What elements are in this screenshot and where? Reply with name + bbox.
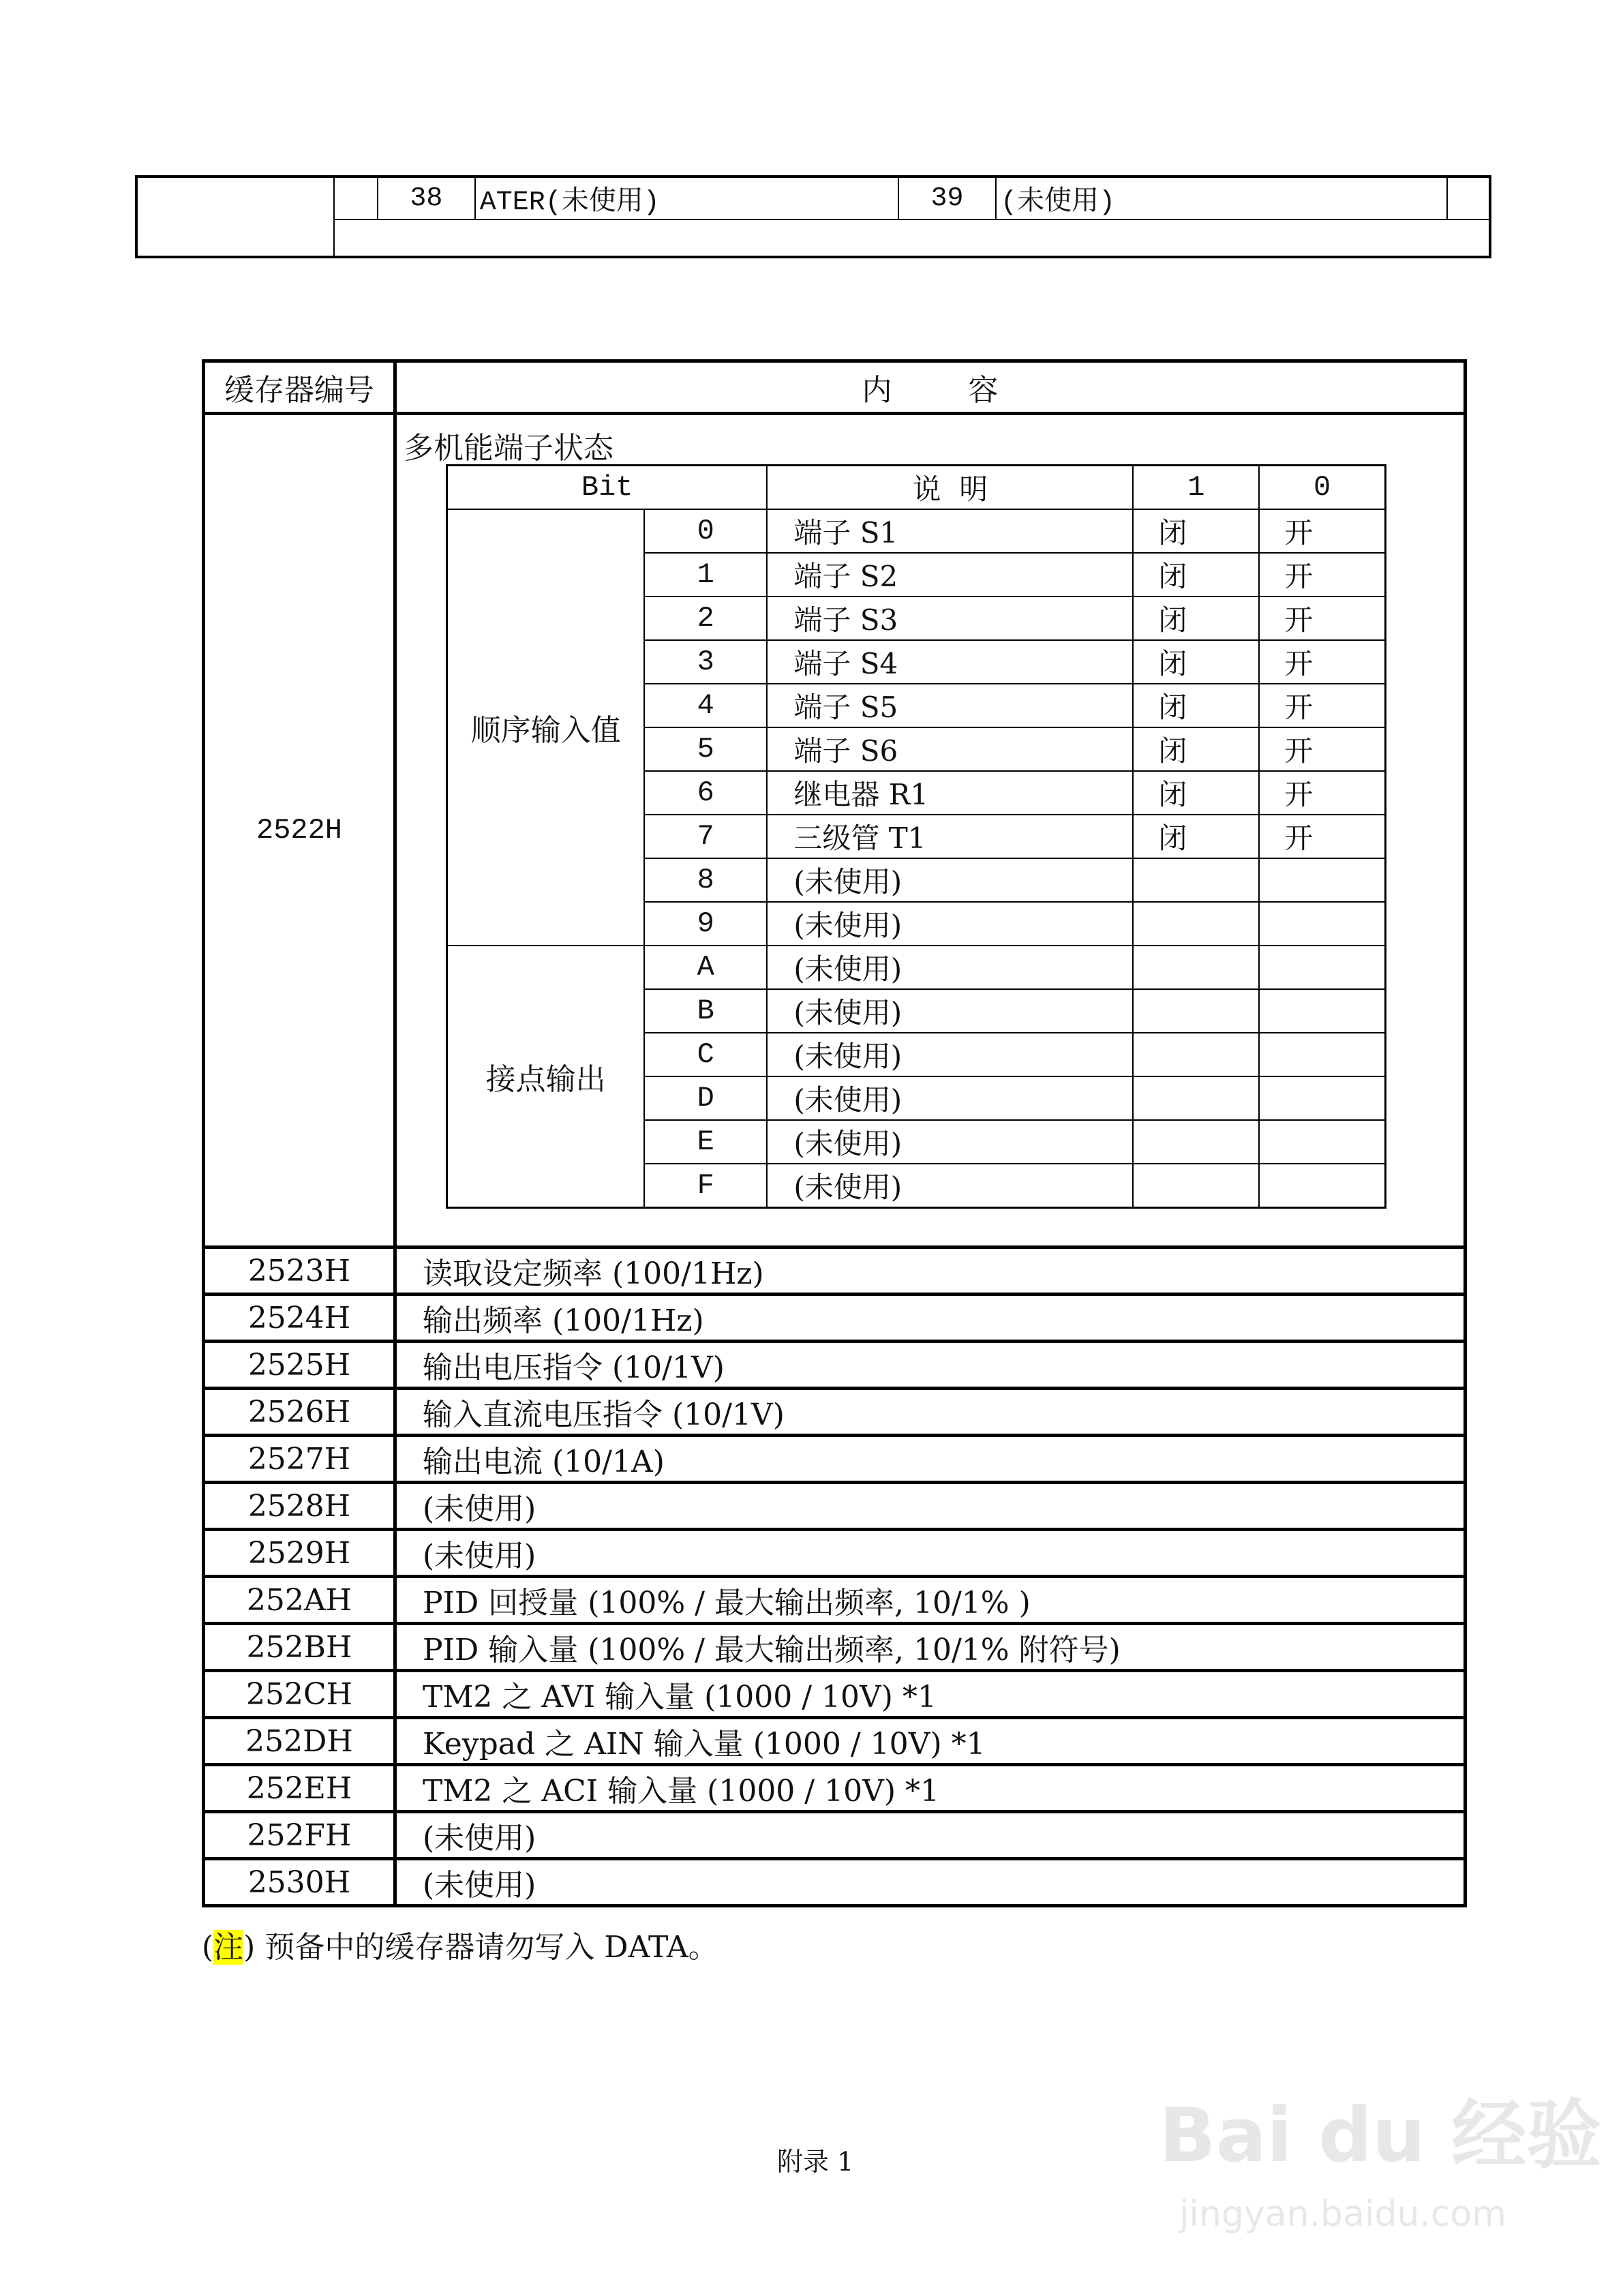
bit-value: 5: [644, 727, 767, 771]
top-empty-cell: [136, 177, 334, 257]
register-row: [204, 1859, 1466, 1906]
bit-state-zero: [1259, 1033, 1385, 1076]
bit-state-zero: 开: [1259, 640, 1385, 684]
register-content: TM2 之 AVI 输入量 (1000 / 10V) *1: [395, 1671, 1466, 1718]
register-content: 输出电压指令 (10/1V): [395, 1342, 1466, 1389]
register-row: [204, 1671, 1466, 1718]
bit-value: 7: [644, 815, 767, 858]
bit-description: 端子 S5: [767, 684, 1133, 727]
bit-state-zero: [1259, 858, 1385, 902]
bit-value: D: [644, 1076, 767, 1120]
bit-value: 3: [644, 640, 767, 684]
bit-header: Bit: [447, 466, 768, 510]
register-content: PID 输入量 (100% / 最大输出频率, 10/1% 附符号): [395, 1624, 1466, 1671]
register-row: [204, 1530, 1466, 1577]
top-end-cell: [1447, 177, 1490, 220]
top-cell-38-desc: ATER(未使用): [475, 177, 898, 220]
group-sequence-input: 顺序输入值: [447, 509, 645, 946]
one-header: 1: [1133, 466, 1259, 510]
bit-state-one: 闭: [1133, 553, 1259, 596]
register-row: [204, 1342, 1466, 1389]
bit-description: 端子 S3: [767, 596, 1133, 640]
bit-state-one: [1133, 858, 1259, 902]
register-number: 2526H: [204, 1389, 395, 1436]
register-content: (未使用): [395, 1530, 1466, 1577]
register-row: [204, 1248, 1466, 1295]
bit-row: [447, 509, 1386, 553]
baidu-jingyan-watermark: [1152, 2079, 1602, 2243]
bit-state-one: 闭: [1133, 815, 1259, 858]
bit-state-one: 闭: [1133, 727, 1259, 771]
bit-value: B: [644, 989, 767, 1033]
bit-description: (未使用): [767, 858, 1133, 902]
note-open: (: [202, 1930, 214, 1965]
bit-value: 0: [644, 509, 767, 553]
page-footer: 附录 1: [777, 2147, 854, 2177]
zero-header: 0: [1259, 466, 1385, 510]
bit-description: 端子 S4: [767, 640, 1133, 684]
register-content: 输出电流 (10/1A): [395, 1436, 1466, 1483]
top-empty-row: [334, 220, 1490, 257]
register-row: [204, 1624, 1466, 1671]
bit-state-one: 闭: [1133, 509, 1259, 553]
register-row: [204, 1718, 1466, 1765]
multi-function-title: 多机能端子状态: [404, 431, 613, 466]
register-content: PID 回授量 (100% / 最大输出频率, 10/1% ): [395, 1577, 1466, 1624]
desc-header: 说 明: [767, 466, 1133, 510]
register-number: 2527H: [204, 1436, 395, 1483]
bit-value: E: [644, 1120, 767, 1164]
bit-description: 三级管 T1: [767, 815, 1133, 858]
bit-value: F: [644, 1164, 767, 1208]
register-content: 读取设定频率 (100/1Hz): [395, 1248, 1466, 1295]
register-number: 2525H: [204, 1342, 395, 1389]
bit-state-zero: 开: [1259, 815, 1385, 858]
bit-state-one: 闭: [1133, 640, 1259, 684]
bit-description: (未使用): [767, 989, 1133, 1033]
register-number: 252CH: [204, 1671, 395, 1718]
header-register-number: 缓存器编号: [204, 361, 395, 414]
bit-state-zero: 开: [1259, 727, 1385, 771]
bit-state-zero: 开: [1259, 509, 1385, 553]
bit-description: (未使用): [767, 1076, 1133, 1120]
bit-description: 端子 S1: [767, 509, 1133, 553]
register-row: [204, 1436, 1466, 1483]
bit-description: (未使用): [767, 902, 1133, 946]
register-content: (未使用): [395, 1483, 1466, 1530]
register-table: [202, 359, 1467, 1907]
register-row: [204, 1577, 1466, 1624]
bit-description: (未使用): [767, 1033, 1133, 1076]
register-content: 输出频率 (100/1Hz): [395, 1295, 1466, 1342]
register-number: 2523H: [204, 1248, 395, 1295]
register-number: 2530H: [204, 1859, 395, 1906]
bit-value: 1: [644, 553, 767, 596]
register-number: 2528H: [204, 1483, 395, 1530]
top-cell-39: 39: [898, 177, 996, 220]
register-row: [204, 1483, 1466, 1530]
bit-state-zero: 开: [1259, 684, 1385, 727]
bit-value: A: [644, 946, 767, 989]
footnote: [202, 1922, 718, 1966]
register-number: 2529H: [204, 1530, 395, 1577]
bit-description: (未使用): [767, 946, 1133, 989]
top-partial-table: [135, 175, 1491, 258]
register-number: 252BH: [204, 1624, 395, 1671]
note-text: ) 预备中的缓存器请勿写入 DATA。: [243, 1930, 718, 1965]
register-row: [204, 1295, 1466, 1342]
bit-value: 6: [644, 771, 767, 815]
bit-state-one: 闭: [1133, 684, 1259, 727]
bit-state-one: 闭: [1133, 596, 1259, 640]
bit-description: 端子 S2: [767, 553, 1133, 596]
bit-state-zero: [1259, 989, 1385, 1033]
bit-value: 4: [644, 684, 767, 727]
bit-state-one: [1133, 1164, 1259, 1208]
bit-state-zero: [1259, 946, 1385, 989]
bit-description: (未使用): [767, 1164, 1133, 1208]
register-content: 输入直流电压指令 (10/1V): [395, 1389, 1466, 1436]
bit-state-zero: 开: [1259, 771, 1385, 815]
top-cell-38: 38: [378, 177, 475, 220]
bit-state-one: [1133, 1033, 1259, 1076]
register-row: [204, 1812, 1466, 1859]
watermark-logo: Bai du 经验: [1159, 2091, 1602, 2179]
bit-value: 2: [644, 596, 767, 640]
bit-table: [446, 464, 1386, 1209]
register-number: 252AH: [204, 1577, 395, 1624]
header-content: 内 容: [395, 361, 1466, 414]
bit-row: [447, 946, 1386, 989]
register-number: 252DH: [204, 1718, 395, 1765]
bit-state-zero: [1259, 902, 1385, 946]
bit-description: (未使用): [767, 1120, 1133, 1164]
bit-state-zero: [1259, 1120, 1385, 1164]
register-number: 2524H: [204, 1295, 395, 1342]
note-mark: 注: [213, 1930, 244, 1965]
bit-state-zero: [1259, 1076, 1385, 1120]
register-content: (未使用): [395, 1812, 1466, 1859]
register-content: TM2 之 ACI 输入量 (1000 / 10V) *1: [395, 1765, 1466, 1812]
bit-value: 8: [644, 858, 767, 902]
bit-state-zero: 开: [1259, 596, 1385, 640]
register-2522h: 2522H: [204, 414, 395, 1248]
bit-state-one: [1133, 989, 1259, 1033]
watermark-url: jingyan.baidu.com: [1179, 2194, 1506, 2235]
bit-state-one: 闭: [1133, 771, 1259, 815]
bit-state-one: [1133, 1076, 1259, 1120]
multi-function-terminal-block: [395, 414, 1466, 1248]
register-number: 252FH: [204, 1812, 395, 1859]
bit-description: 端子 S6: [767, 727, 1133, 771]
top-spacer-cell: [334, 177, 378, 220]
bit-value: C: [644, 1033, 767, 1076]
bit-state-one: [1133, 902, 1259, 946]
register-content: (未使用): [395, 1859, 1466, 1906]
bit-state-zero: [1259, 1164, 1385, 1208]
bit-state-one: [1133, 946, 1259, 989]
bit-state-one: [1133, 1120, 1259, 1164]
bit-state-zero: 开: [1259, 553, 1385, 596]
top-cell-39-desc: (未使用): [996, 177, 1447, 220]
bit-description: 继电器 R1: [767, 771, 1133, 815]
register-row: [204, 1389, 1466, 1436]
register-content: Keypad 之 AIN 输入量 (1000 / 10V) *1: [395, 1718, 1466, 1765]
bit-value: 9: [644, 902, 767, 946]
register-row: [204, 1765, 1466, 1812]
register-number: 252EH: [204, 1765, 395, 1812]
group-contact-output: 接点输出: [447, 946, 645, 1208]
